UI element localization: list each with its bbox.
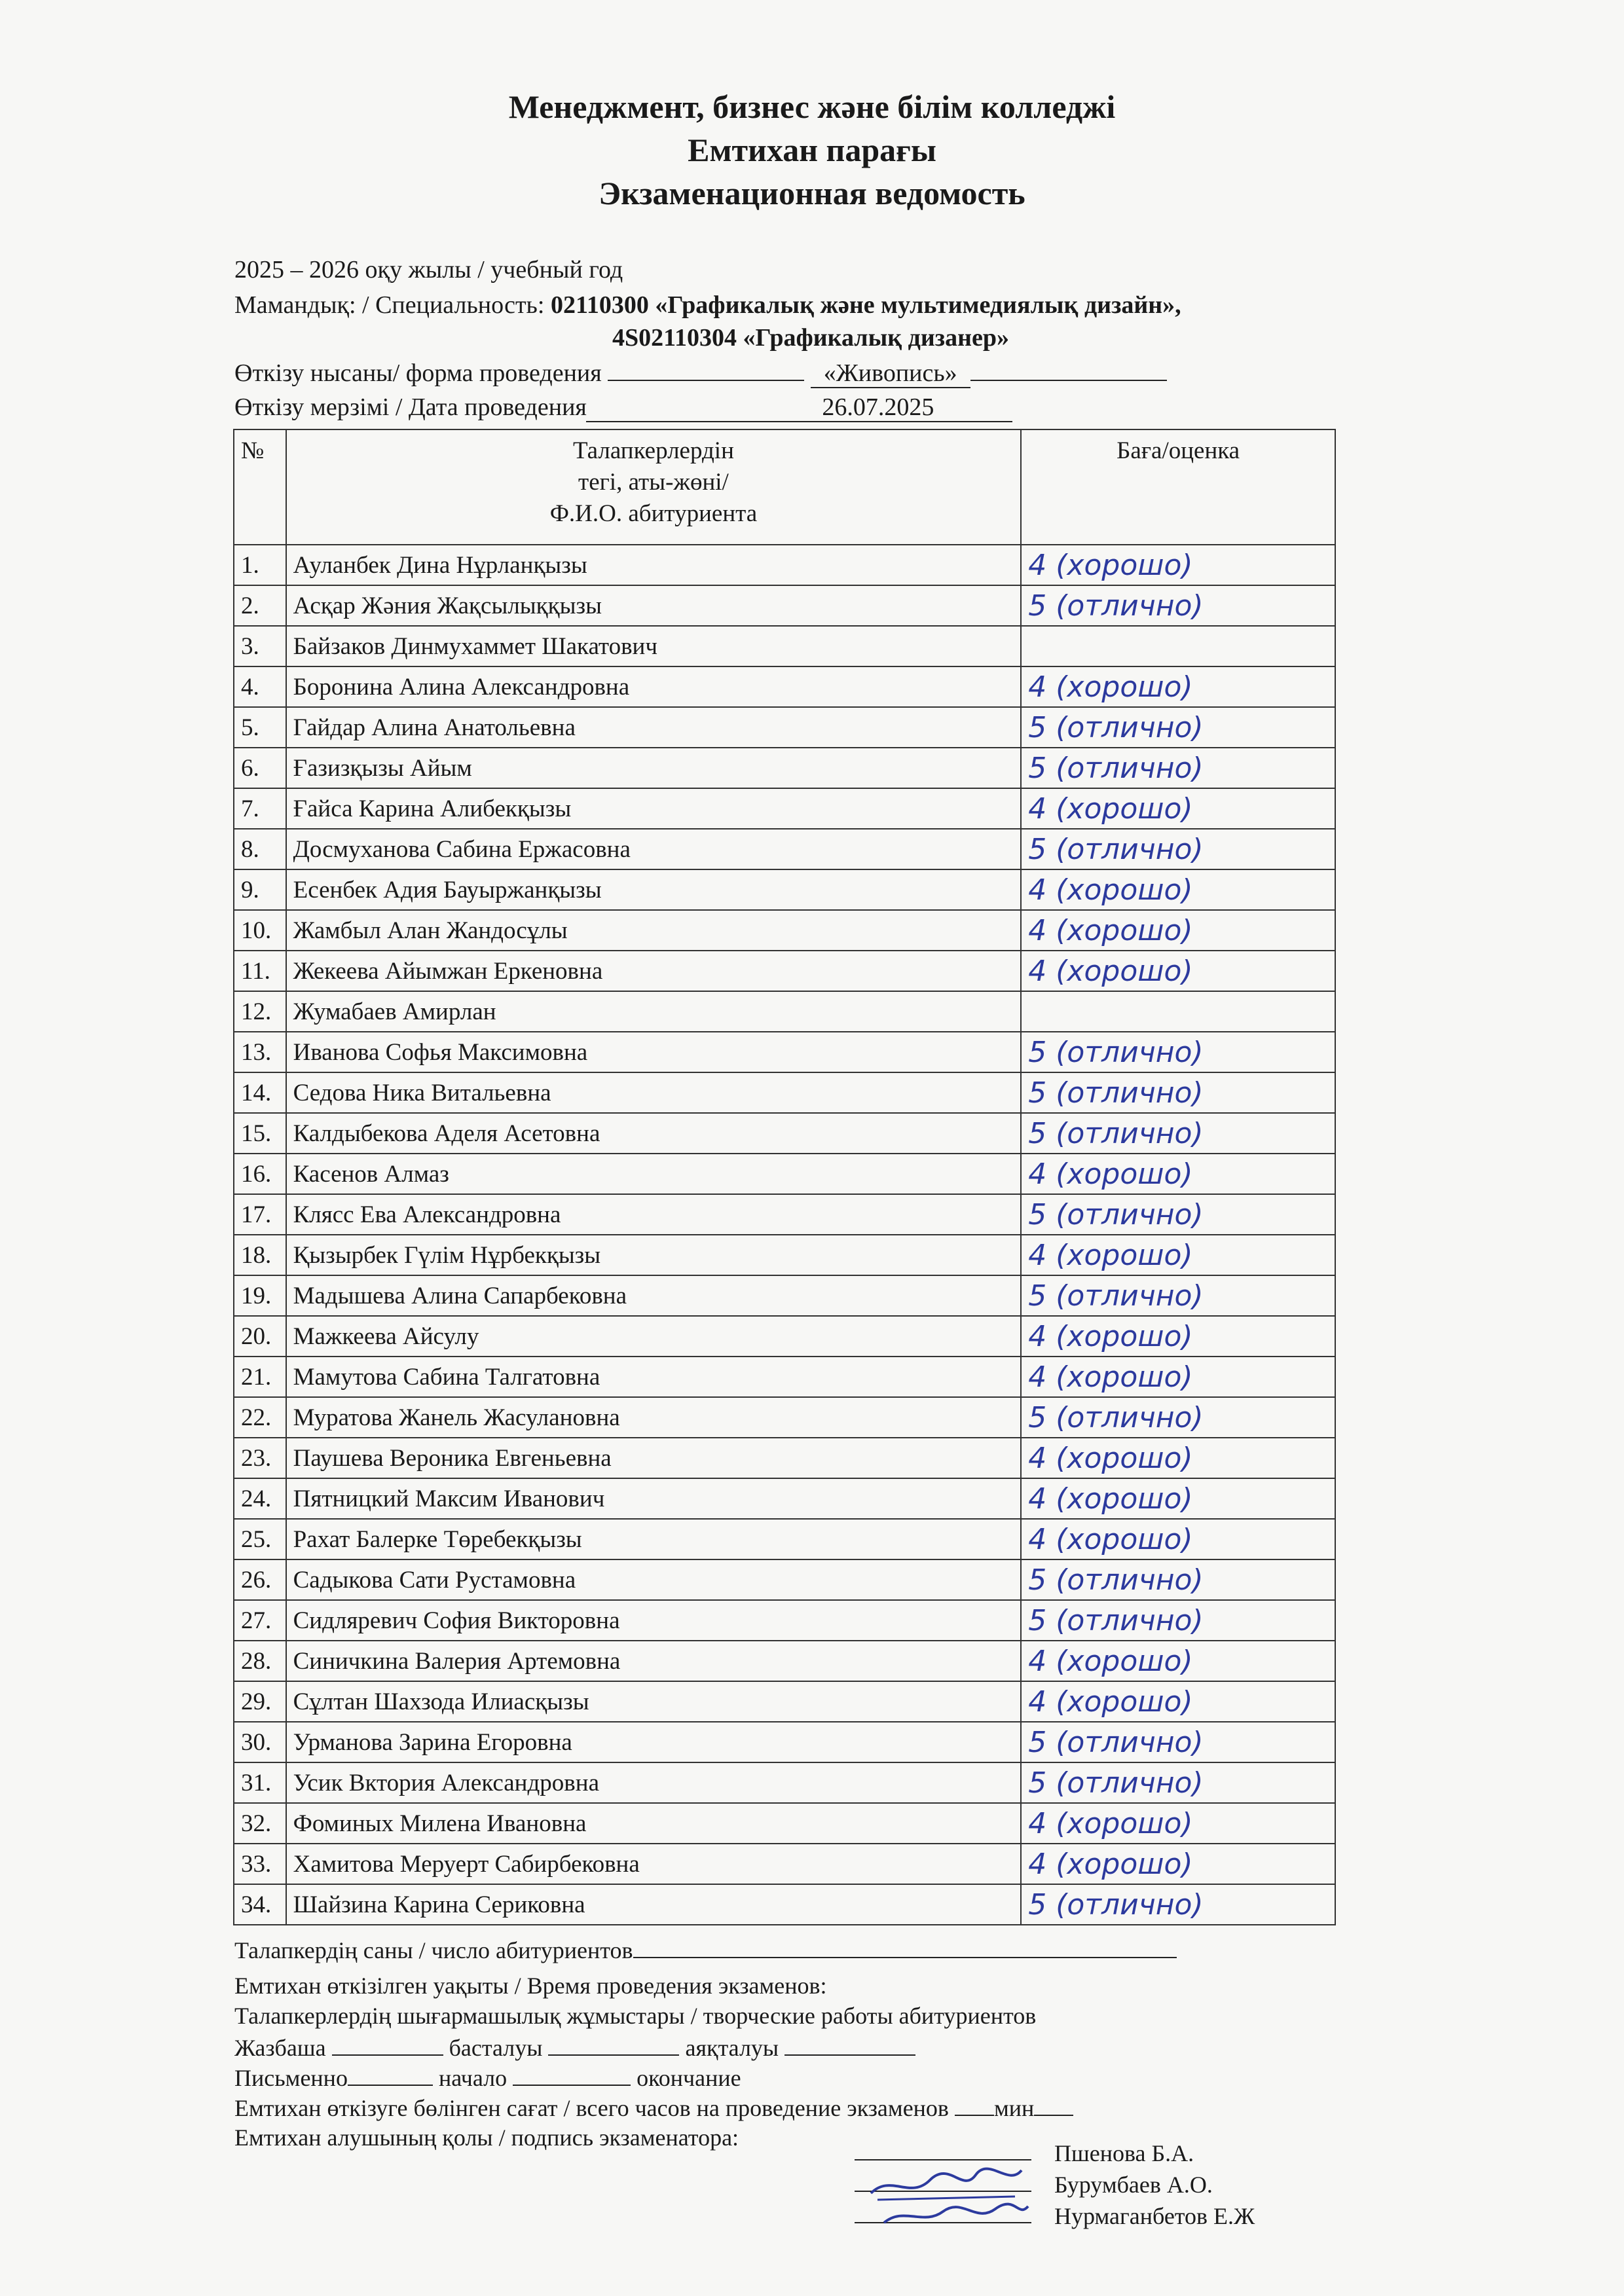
table-row — [234, 1762, 1335, 1803]
student-grade: 5 (отлично) — [1021, 1275, 1335, 1316]
table-row — [234, 1072, 1335, 1113]
student-grade: 5 (отлично) — [1021, 1113, 1335, 1154]
student-name: Фоминых Милена Ивановна — [286, 1803, 1022, 1844]
table-row — [234, 1235, 1335, 1275]
row-number: 18. — [234, 1235, 286, 1275]
written-kz-line — [234, 2032, 915, 2062]
form-line — [234, 357, 1167, 388]
date-line — [234, 393, 1012, 422]
form-label: Өткізу нысаны/ форма проведения — [234, 359, 602, 387]
end-ru: окончание — [637, 2065, 741, 2091]
count-line — [234, 1935, 1177, 1964]
table-row — [234, 1154, 1335, 1194]
specialty-line — [234, 291, 1181, 319]
academic-year: 2025 – 2026 оқу жылы / учебный год — [234, 256, 623, 283]
start-kz-blank — [548, 2032, 679, 2056]
table-row — [234, 1559, 1335, 1600]
student-name: Садыкова Сати Рустамовна — [286, 1559, 1022, 1600]
row-number: 26. — [234, 1559, 286, 1600]
row-number: 32. — [234, 1803, 286, 1844]
student-grade: 4 (хорошо) — [1021, 666, 1335, 707]
table-row — [234, 1194, 1335, 1235]
date-label: Өткізу мерзімі / Дата проведения — [234, 393, 587, 421]
col-name-header-2: тегі, аты-жөні/ — [578, 469, 729, 496]
student-grade: 4 (хорошо) — [1021, 1844, 1335, 1884]
student-grade: 5 (отлично) — [1021, 1032, 1335, 1072]
student-name: Паушева Вероника Евгеньевна — [286, 1438, 1022, 1478]
student-grade: 5 (отлично) — [1021, 748, 1335, 788]
table-row — [234, 666, 1335, 707]
student-name: Боронина Алина Александровна — [286, 666, 1022, 707]
table-row — [234, 1357, 1335, 1397]
table-row — [234, 788, 1335, 829]
row-number: 2. — [234, 585, 286, 626]
roster-table — [233, 429, 1336, 1925]
col-name-header — [286, 429, 1022, 545]
row-number: 20. — [234, 1316, 286, 1357]
student-grade: 4 (хорошо) — [1021, 1519, 1335, 1559]
student-name: Мадышева Алина Сапарбековна — [286, 1275, 1022, 1316]
student-grade: 5 (отлично) — [1021, 1600, 1335, 1641]
table-row — [234, 1519, 1335, 1559]
student-grade: 5 (отлично) — [1021, 829, 1335, 869]
examiner-3: Нурмаганбетов Е.Ж — [1054, 2203, 1255, 2229]
row-number: 22. — [234, 1397, 286, 1438]
table-row — [234, 545, 1335, 585]
start-kz: басталуы — [449, 2035, 543, 2061]
student-grade: 5 (отлично) — [1021, 1559, 1335, 1600]
table-row — [234, 626, 1335, 666]
student-name: Жамбыл Алан Жандосұлы — [286, 910, 1022, 951]
count-label: Талапкердің саны / число абитуриентов — [234, 1937, 633, 1963]
signature-scribble — [864, 2160, 1035, 2232]
written-kz-blank — [332, 2032, 443, 2056]
student-name: Ғайса Карина Алибекқызы — [286, 788, 1022, 829]
table-row — [234, 1397, 1335, 1438]
student-name: Жекеева Айымжан Еркеновна — [286, 951, 1022, 991]
hours-unit: мин — [993, 2095, 1035, 2121]
row-number: 34. — [234, 1884, 286, 1925]
student-name: Досмуханова Сабина Ержасовна — [286, 829, 1022, 869]
examiner-2: Бурумбаев А.О. — [1054, 2172, 1213, 2198]
form-value: «Живопись» — [811, 359, 970, 388]
row-number: 4. — [234, 666, 286, 707]
table-row — [234, 1316, 1335, 1357]
table-row — [234, 910, 1335, 951]
table-row — [234, 1478, 1335, 1519]
student-name: Қызырбек Гүлім Нұрбекқызы — [286, 1235, 1022, 1275]
student-grade: 4 (хорошо) — [1021, 1316, 1335, 1357]
student-grade: 4 (хорошо) — [1021, 1803, 1335, 1844]
student-name: Шайзина Карина Сериковна — [286, 1884, 1022, 1925]
end-kz-blank — [784, 2032, 915, 2056]
student-name: Гайдар Алина Анатольевна — [286, 707, 1022, 748]
works-label: Талапкерлердің шығармашылық жұмыстары / творческие работы абитуриентов — [234, 2003, 1037, 2029]
row-number: 31. — [234, 1762, 286, 1803]
student-name: Седова Ника Витальевна — [286, 1072, 1022, 1113]
table-row — [234, 1641, 1335, 1681]
specialty-label: Мамандық: / Специальность: — [234, 291, 551, 319]
date-value: 26.07.2025 — [586, 393, 1012, 422]
student-name: Байзаков Динмухаммет Шакатович — [286, 626, 1022, 666]
signature-label: Емтихан алушының қолы / подпись экзаменатора: — [234, 2124, 739, 2151]
document-header — [0, 85, 1624, 215]
table-row — [234, 869, 1335, 910]
title-kz: Емтихан парағы — [688, 132, 936, 168]
table-row — [234, 1275, 1335, 1316]
table-row — [234, 991, 1335, 1032]
col-grade-header: Баға/оценка — [1021, 429, 1335, 545]
student-grade: 4 (хорошо) — [1021, 1154, 1335, 1194]
col-name-header-1: Талапкерлердін — [572, 437, 734, 464]
examiner-1: Пшенова Б.А. — [1054, 2140, 1194, 2166]
examiner-list — [1054, 2138, 1255, 2232]
table-row — [234, 707, 1335, 748]
written-ru: Письменно — [234, 2065, 348, 2091]
student-grade: 5 (отлично) — [1021, 1762, 1335, 1803]
col-name-header-3: Ф.И.О. абитуриента — [549, 500, 758, 527]
student-grade: 5 (отлично) — [1021, 1397, 1335, 1438]
student-grade: 5 (отлично) — [1021, 1722, 1335, 1762]
table-row — [234, 829, 1335, 869]
student-name: Асқар Жәния Жақсылыққызы — [286, 585, 1022, 626]
row-number: 3. — [234, 626, 286, 666]
written-ru-blank — [348, 2062, 433, 2086]
table-row — [234, 1722, 1335, 1762]
student-grade — [1021, 626, 1335, 666]
student-grade: 4 (хорошо) — [1021, 1235, 1335, 1275]
table-row — [234, 1600, 1335, 1641]
student-name: Урманова Зарина Егоровна — [286, 1722, 1022, 1762]
student-grade: 4 (хорошо) — [1021, 1438, 1335, 1478]
student-name: Есенбек Адия Бауыржанқызы — [286, 869, 1022, 910]
student-name: Синичкина Валерия Артемовна — [286, 1641, 1022, 1681]
hours-blank-2 — [1034, 2092, 1073, 2116]
student-name: Ғазизқызы Айым — [286, 748, 1022, 788]
student-name: Усик Вктория Александровна — [286, 1762, 1022, 1803]
table-row — [234, 1844, 1335, 1884]
table-row — [234, 748, 1335, 788]
student-grade: 4 (хорошо) — [1021, 545, 1335, 585]
student-name: Сұлтан Шахзода Илиасқызы — [286, 1681, 1022, 1722]
student-name: Иванова Софья Максимовна — [286, 1032, 1022, 1072]
student-name: Хамитова Меруерт Сабирбековна — [286, 1844, 1022, 1884]
student-name: Касенов Алмаз — [286, 1154, 1022, 1194]
student-grade: 5 (отлично) — [1021, 1194, 1335, 1235]
row-number: 1. — [234, 545, 286, 585]
table-row — [234, 1113, 1335, 1154]
row-number: 15. — [234, 1113, 286, 1154]
row-number: 5. — [234, 707, 286, 748]
table-row — [234, 1803, 1335, 1844]
row-number: 11. — [234, 951, 286, 991]
roster-body — [234, 545, 1335, 1925]
row-number: 12. — [234, 991, 286, 1032]
title-ru: Экзаменационная ведомость — [599, 175, 1025, 211]
written-kz: Жазбаша — [234, 2035, 326, 2061]
student-grade: 5 (отлично) — [1021, 585, 1335, 626]
table-row — [234, 1681, 1335, 1722]
row-number: 33. — [234, 1844, 286, 1884]
written-ru-line — [234, 2062, 741, 2092]
student-name: Жумабаев Амирлан — [286, 991, 1022, 1032]
table-row — [234, 1884, 1335, 1925]
end-kz: аяқталуы — [685, 2035, 779, 2061]
row-number: 8. — [234, 829, 286, 869]
student-name: Мажкеева Айсулу — [286, 1316, 1022, 1357]
table-header-row — [234, 429, 1335, 545]
hours-blank — [955, 2092, 994, 2116]
student-name: Клясс Ева Александровна — [286, 1194, 1022, 1235]
student-grade: 4 (хорошо) — [1021, 1357, 1335, 1397]
row-number: 16. — [234, 1154, 286, 1194]
row-number: 10. — [234, 910, 286, 951]
row-number: 29. — [234, 1681, 286, 1722]
student-name: Ауланбек Дина Нұрланқызы — [286, 545, 1022, 585]
student-grade: 4 (хорошо) — [1021, 869, 1335, 910]
start-ru: начало — [438, 2065, 507, 2091]
specialty-2: 4S02110304 «Графикалық дизанер» — [612, 324, 1009, 352]
student-grade: 4 (хорошо) — [1021, 951, 1335, 991]
row-number: 17. — [234, 1194, 286, 1235]
count-blank — [633, 1935, 1177, 1958]
table-row — [234, 585, 1335, 626]
hours-line — [234, 2092, 1073, 2122]
student-grade: 4 (хорошо) — [1021, 1641, 1335, 1681]
row-number: 28. — [234, 1641, 286, 1681]
row-number: 13. — [234, 1032, 286, 1072]
start-ru-blank — [513, 2062, 631, 2086]
student-grade: 4 (хорошо) — [1021, 1478, 1335, 1519]
row-number: 30. — [234, 1722, 286, 1762]
student-name: Пятницкий Максим Иванович — [286, 1478, 1022, 1519]
hours-label: Емтихан өткізуге бөлінген сағат / всего часов на проведение экзаменов — [234, 2095, 949, 2121]
student-name: Рахат Балерке Төребекқызы — [286, 1519, 1022, 1559]
table-row — [234, 951, 1335, 991]
row-number: 7. — [234, 788, 286, 829]
student-grade: 5 (отлично) — [1021, 1884, 1335, 1925]
student-name: Калдыбекова Аделя Асетовна — [286, 1113, 1022, 1154]
row-number: 9. — [234, 869, 286, 910]
row-number: 27. — [234, 1600, 286, 1641]
student-grade: 5 (отлично) — [1021, 1072, 1335, 1113]
table-row — [234, 1438, 1335, 1478]
student-grade: 4 (хорошо) — [1021, 910, 1335, 951]
row-number: 14. — [234, 1072, 286, 1113]
student-grade: 4 (хорошо) — [1021, 788, 1335, 829]
student-grade: 4 (хорошо) — [1021, 1681, 1335, 1722]
row-number: 19. — [234, 1275, 286, 1316]
form-blank-2 — [970, 357, 1167, 381]
college-name: Менеджмент, бизнес және білім колледжі — [508, 88, 1116, 125]
row-number: 6. — [234, 748, 286, 788]
col-num-header: № — [234, 429, 286, 545]
form-blank — [608, 357, 804, 381]
student-name: Муратова Жанель Жасулановна — [286, 1397, 1022, 1438]
student-grade: 5 (отлично) — [1021, 707, 1335, 748]
student-grade — [1021, 991, 1335, 1032]
row-number: 23. — [234, 1438, 286, 1478]
row-number: 21. — [234, 1357, 286, 1397]
specialty-1: 02110300 «Графикалық және мультимедиялық дизайн», — [550, 291, 1181, 319]
student-name: Сидляревич София Викторовна — [286, 1600, 1022, 1641]
time-label: Емтихан өткізілген уақыты / Время проведения экзаменов: — [234, 1973, 827, 1999]
row-number: 24. — [234, 1478, 286, 1519]
row-number: 25. — [234, 1519, 286, 1559]
table-row — [234, 1032, 1335, 1072]
student-name: Мамутова Сабина Талгатовна — [286, 1357, 1022, 1397]
